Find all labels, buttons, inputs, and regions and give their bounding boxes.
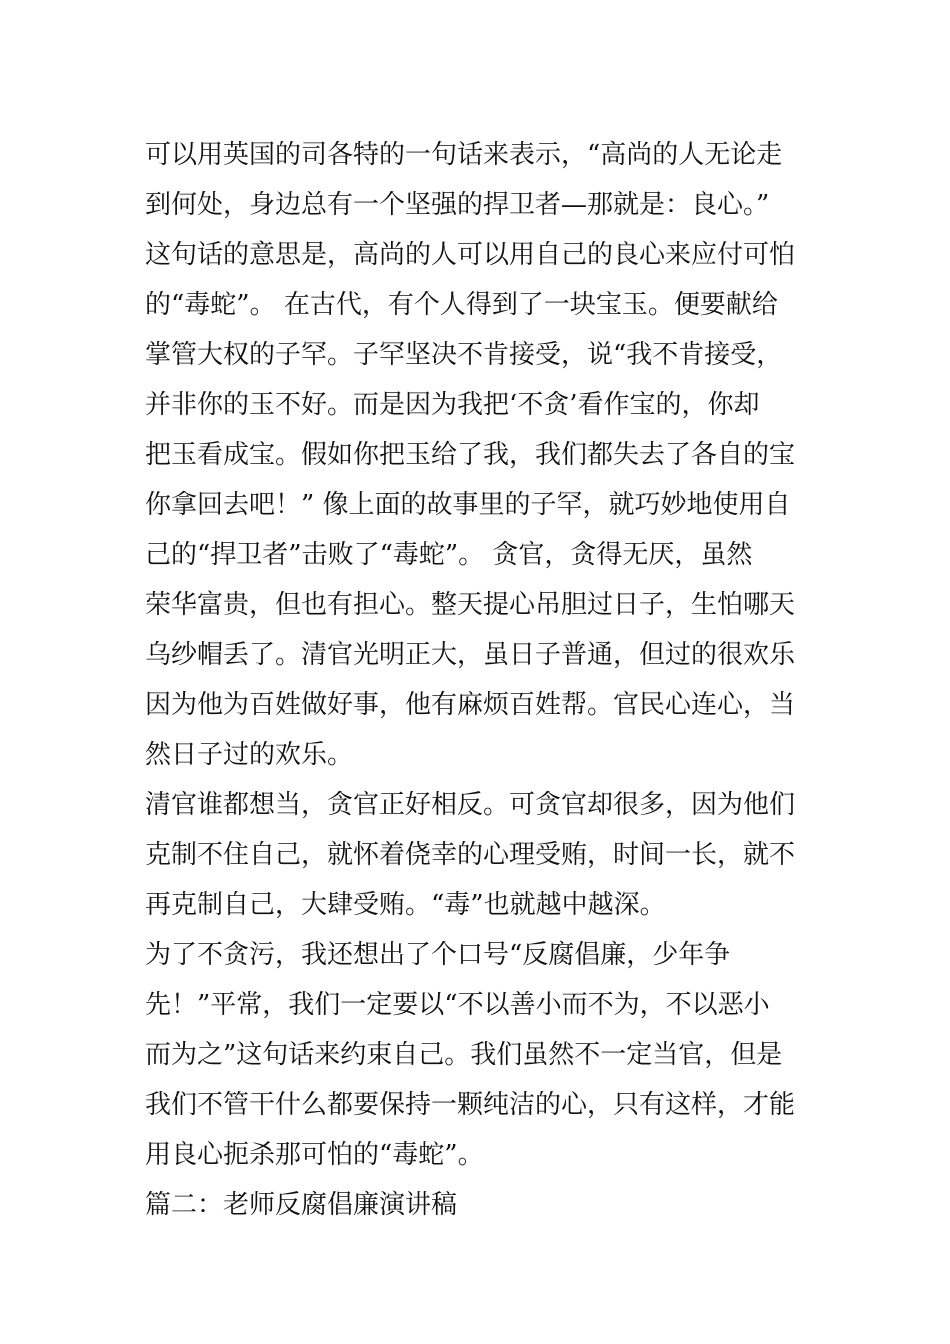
text-line: 你拿回去吧！” 像上面的故事里的子罕，就巧妙地使用自 [145,490,791,520]
text-line: 再克制自己，大肆受贿。“毒”也就越中越深。 [145,890,666,920]
text-line: 到何处，身边总有一个坚强的捍卫者—那就是：良心。” [145,190,770,220]
text-line: 清官谁都想当，贪官正好相反。可贪官却很多，因为他们 [145,790,796,820]
text-line: 为了不贪污，我还想出了个口号“反腐倡廉，少年争 [145,940,731,970]
text-line: 掌管大权的子罕。子罕坚决不肯接受，说“我不肯接受， [145,340,783,370]
text-line: 而为之”这句话来约束自己。我们虽然不一定当官，但是 [145,1040,783,1070]
section-heading: 篇二：老师反腐倡廉演讲稿 [145,1190,458,1220]
text-line: 并非你的玉不好。而是因为我把‘不贪’看作宝的，你却 [145,390,760,420]
text-line: 荣华富贵，但也有担心。整天提心吊胆过日子，生怕哪天 [145,590,796,620]
text-line: 的“毒蛇”。 在古代，有个人得到了一块宝玉。便要献给 [145,290,778,320]
text-line: 我们不管干什么都要保持一颗纯洁的心，只有这样，才能 [145,1090,796,1120]
text-line: 然日子过的欢乐。 [145,740,354,770]
text-line: 乌纱帽丢了。清官光明正大，虽日子普通，但过的很欢乐 [145,640,796,670]
text-line: 先！”平常，我们一定要以“不以善小而不为，不以恶小 [145,990,770,1020]
text-line: 己的“捍卫者”击败了“毒蛇”。 贪官，贪得无厌，虽然 [145,540,753,570]
text-line: 克制不住自己，就怀着侥幸的心理受贿，时间一长，就不 [145,840,796,870]
text-line: 用良心扼杀那可怕的“毒蛇”。 [145,1140,484,1170]
text-line: 这句话的意思是，高尚的人可以用自己的良心来应付可怕 [145,240,796,270]
text-line: 可以用英国的司各特的一句话来表示，“高尚的人无论走 [145,140,783,170]
text-line: 因为他为百姓做好事，他有麻烦百姓帮。官民心连心，当 [145,690,796,720]
text-line: 把玉看成宝。假如你把玉给了我，我们都失去了各自的宝 [145,440,796,470]
body-text [145,130,815,1230]
